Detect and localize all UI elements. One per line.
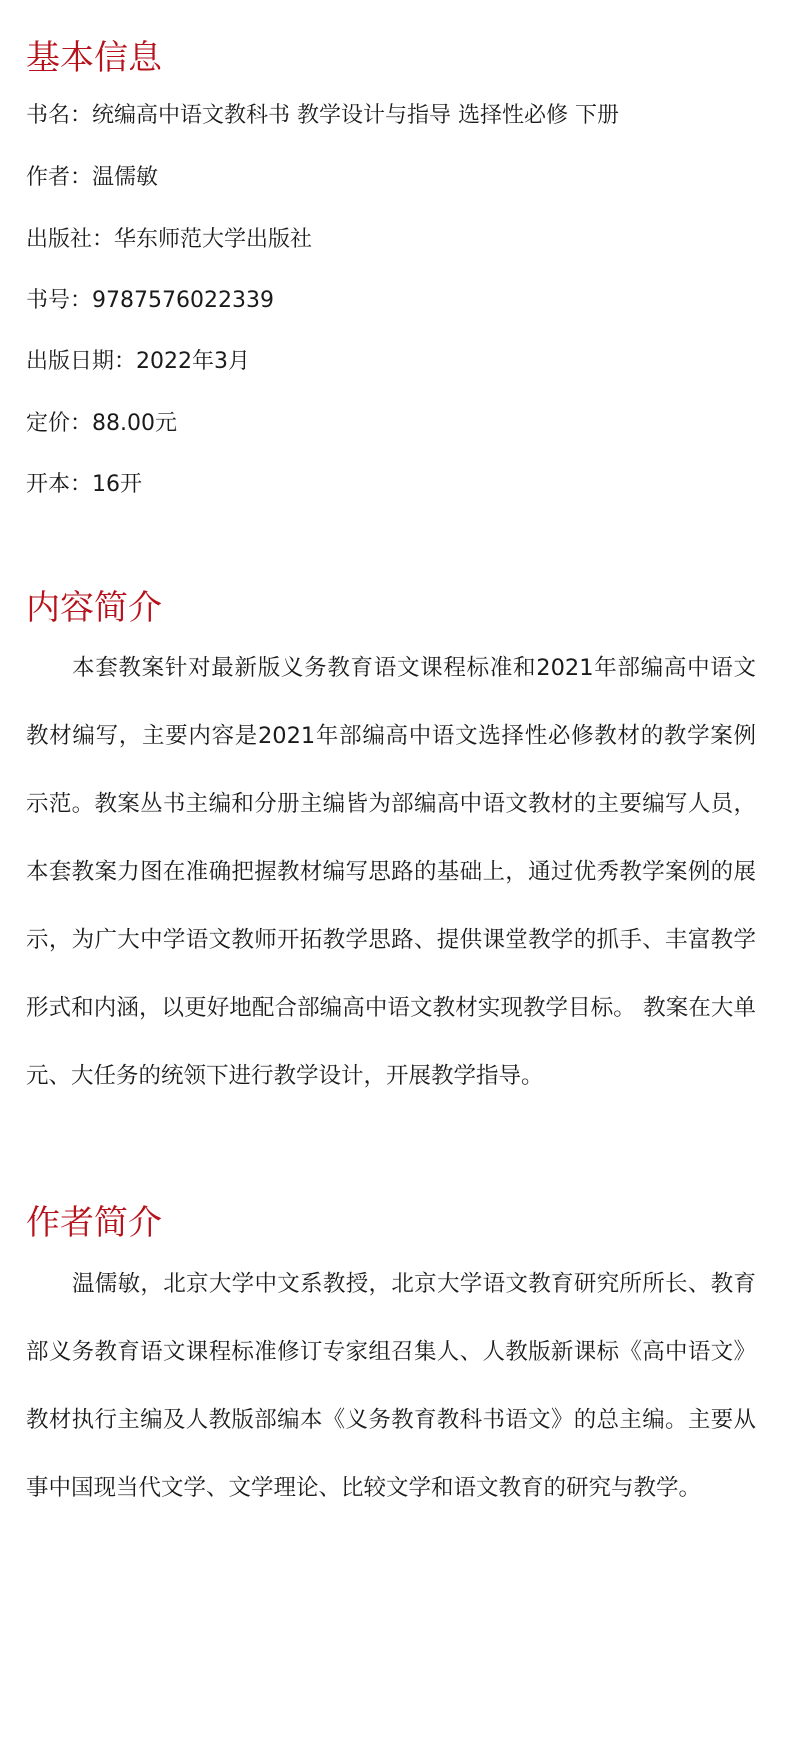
price-line: 定价：88.00元 xyxy=(26,411,177,436)
basic-info-heading: 基本信息 xyxy=(26,38,162,78)
author-line: 作者：温儒敏 xyxy=(26,165,159,190)
book-title-line: 书名：统编高中语文教科书 教学设计与指导 选择性必修 下册 xyxy=(26,103,619,128)
content-intro-text: 本套教案针对最新版义务教育语文课程标准和2021年部编高中语文教材编写，主要内容是2021年部编高中语文选择性必修教材的教学案例示范。教案丛书主编和分册主编皆为部编高中语文教材的主要编写人员，本套教案力图在准确把握教材编写思路的基础上，通过优秀教学案例的展示，为广大中学语文教师开拓教学思路、提供课堂教学的抓手、丰富教学形式和内涵，以更好地配合部编高中语文教材实现教学目标。 教案在大单元、大任务的统领下进行教学设计，开展教学指导。 xyxy=(26,655,756,1089)
format-line: 开本：16开 xyxy=(26,472,142,497)
pub-date-line: 出版日期：2022年3月 xyxy=(26,349,250,374)
content-intro-heading: 内容简介 xyxy=(26,588,162,628)
author-intro-text: 温儒敏，北京大学中文系教授，北京大学语文教育研究所所长、教育部义务教育语文课程标准修订专家组召集人、人教版新课标《高中语文》教材执行主编及人教版部编本《义务教育教科书语文》的总主编。主要从事中国现当代文学、文学理论、比较文学和语文教育的研究与教学。 xyxy=(26,1271,756,1501)
publisher-line: 出版社：华东师范大学出版社 xyxy=(26,227,313,252)
isbn-line: 书号：9787576022339 xyxy=(26,288,274,313)
author-intro-heading: 作者简介 xyxy=(26,1203,162,1243)
